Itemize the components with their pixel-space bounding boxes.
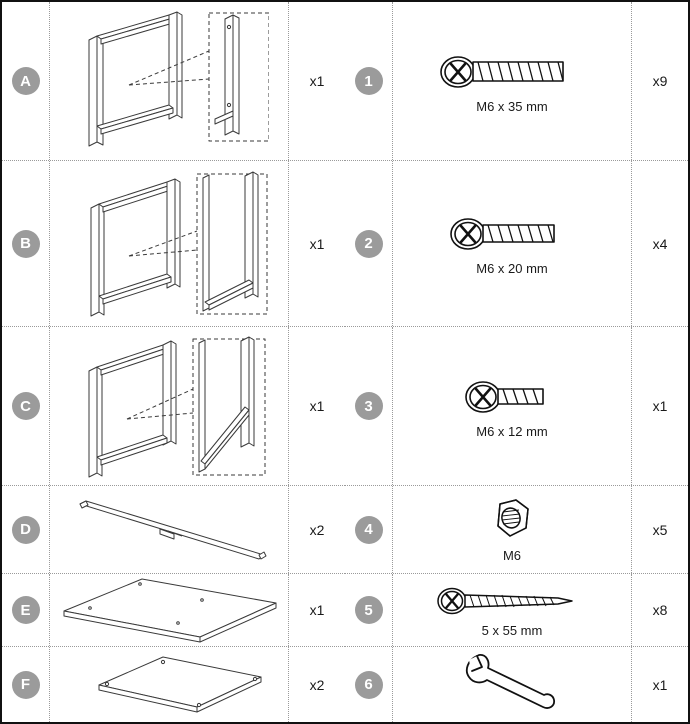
table-row[interactable] (2, 647, 345, 722)
quantity-cell (289, 327, 345, 485)
badge-cell (2, 161, 50, 326)
frame-panel-tall-right-icon (69, 166, 269, 321)
wrench-icon (457, 650, 567, 716)
part-quantity-d: x2 (309, 521, 325, 538)
hardware-quantity-4: x5 (652, 521, 668, 538)
hardware-illustration-cell (393, 161, 632, 326)
part-quantity-e: x1 (309, 602, 325, 618)
part-illustration-cell (50, 2, 289, 160)
table-row[interactable] (2, 574, 345, 647)
quantity-cell (289, 2, 345, 160)
part-quantity-c: x1 (309, 398, 325, 414)
hardware-label-5: 5 x 55 mm (481, 622, 543, 638)
hardware-illustration-cell (393, 327, 632, 485)
hardware-quantity-5: x8 (652, 602, 668, 618)
machine-screw-long-icon (432, 49, 592, 95)
badge-cell (345, 647, 393, 722)
hardware-quantity-6: x1 (652, 676, 668, 693)
quantity-cell (289, 161, 345, 326)
hardware-badge-3: 3 (355, 392, 383, 420)
quantity-cell (632, 574, 688, 646)
quantity-cell (632, 486, 688, 573)
hardware-illustration-cell (393, 2, 632, 160)
part-illustration-cell (50, 574, 289, 646)
quantity-cell (289, 647, 345, 722)
machine-screw-short-icon (457, 374, 567, 420)
hardware-illustration-cell (393, 574, 632, 646)
quantity-cell (632, 161, 688, 326)
part-badge-b: B (12, 230, 40, 258)
part-quantity-a: x1 (309, 73, 325, 89)
badge-cell (2, 574, 50, 646)
hardware-column (345, 2, 688, 722)
table-row[interactable] (2, 486, 345, 574)
parts-column (2, 2, 345, 722)
table-row[interactable] (2, 2, 345, 161)
brace-rod-icon (64, 494, 274, 566)
badge-cell (345, 161, 393, 326)
frame-panel-tall-left-icon (69, 7, 269, 155)
table-row[interactable] (2, 161, 345, 327)
hardware-quantity-3: x1 (652, 398, 668, 414)
table-row[interactable] (345, 486, 688, 574)
hardware-illustration-cell (393, 647, 632, 722)
hardware-badge-6: 6 (355, 671, 383, 699)
hardware-label-2: M6 x 20 mm (476, 261, 548, 276)
part-illustration-cell (50, 486, 289, 573)
hardware-badge-2: 2 (355, 230, 383, 258)
panel-small-icon (59, 651, 279, 719)
hardware-label-3: M6 x 12 mm (476, 423, 548, 439)
part-quantity-b: x1 (309, 235, 325, 252)
panel-large-icon (54, 575, 284, 645)
table-row[interactable] (345, 574, 688, 647)
quantity-cell (632, 327, 688, 485)
part-illustration-cell (50, 327, 289, 485)
hardware-badge-1: 1 (355, 67, 383, 95)
table-row[interactable] (345, 647, 688, 722)
hardware-illustration-cell (393, 486, 632, 573)
part-badge-c: C (12, 392, 40, 420)
wood-screw-icon (432, 583, 592, 619)
table-row[interactable] (345, 2, 688, 161)
frame-panel-mid-icon (69, 331, 269, 481)
table-row[interactable] (2, 327, 345, 486)
badge-cell (345, 574, 393, 646)
quantity-cell (632, 2, 688, 160)
badge-cell (2, 486, 50, 573)
badge-cell (345, 486, 393, 573)
hardware-badge-4: 4 (355, 516, 383, 544)
badge-cell (2, 647, 50, 722)
table-row[interactable] (345, 327, 688, 486)
part-badge-d: D (12, 516, 40, 544)
hex-nut-icon (486, 496, 538, 544)
hardware-label-1: M6 x 35 mm (476, 98, 548, 114)
part-illustration-cell (50, 161, 289, 326)
hardware-badge-5: 5 (355, 596, 383, 624)
badge-cell (2, 2, 50, 160)
part-badge-a: A (12, 67, 40, 95)
badge-cell (2, 327, 50, 485)
part-badge-e: E (12, 596, 40, 624)
hardware-quantity-2: x4 (652, 235, 668, 252)
columns-wrapper (2, 2, 688, 722)
table-row[interactable] (345, 161, 688, 327)
badge-cell (345, 327, 393, 485)
quantity-cell (289, 486, 345, 573)
hardware-quantity-1: x9 (652, 73, 668, 89)
hardware-label-4: M6 (502, 548, 522, 563)
part-badge-f: F (12, 671, 40, 699)
part-illustration-cell (50, 647, 289, 722)
part-quantity-f: x2 (309, 676, 325, 693)
quantity-cell (289, 574, 345, 646)
badge-cell (345, 2, 393, 160)
quantity-cell (632, 647, 688, 722)
machine-screw-medium-icon (442, 211, 582, 257)
